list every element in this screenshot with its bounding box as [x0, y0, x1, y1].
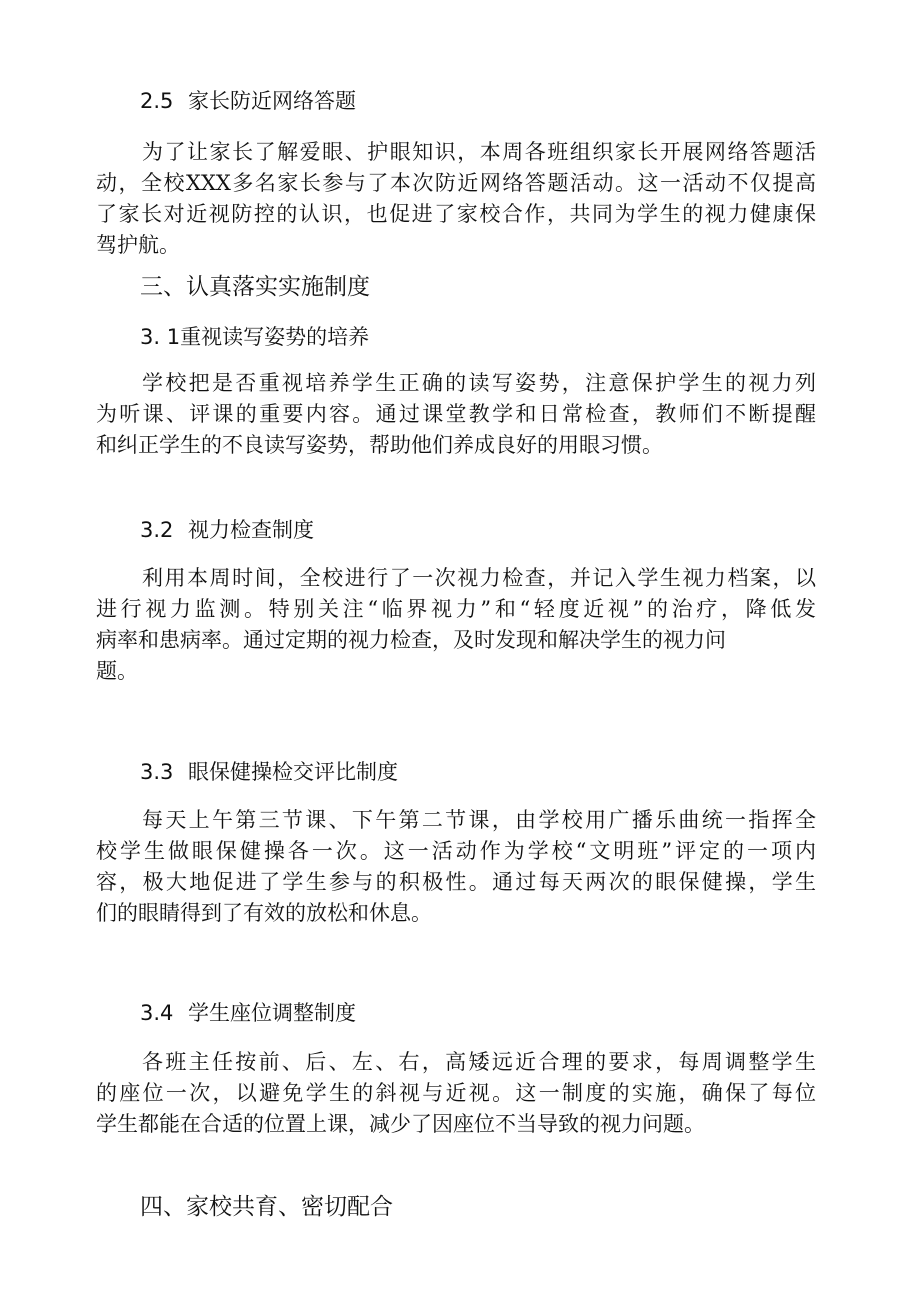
paragraph-seat-adjust	[96, 1047, 816, 1140]
subsection-heading-3-3	[140, 757, 398, 787]
subsection-number: 2.5	[140, 89, 174, 113]
section-heading-3: 三、认真落实实施制度	[140, 274, 370, 300]
subsection-heading-3-4	[140, 998, 356, 1028]
paragraph-line: 各班主任按前、后、左、右，高矮远近合理的要求，每周调整学生	[142, 1050, 816, 1074]
paragraph-line: 动，全校XXX多名家长参与了本次防近网络答题活动。这一活动不仅提高	[96, 171, 816, 195]
paragraph-line: 为了让家长了解爱眼、护眼知识，本周各班组织家长开展网络答题活	[142, 140, 816, 164]
paragraph-line: 利用本周时间，全校进行了一次视力检查，并记入学生视力档案，以	[142, 566, 816, 590]
paragraph-line: 为听课、评课的重要内容。通过课堂教学和日常检查，教师们不断提醒	[96, 402, 816, 426]
subsection-number: 3.2	[140, 518, 174, 542]
paragraph-line: 校学生做眼保健操各一次。这一活动作为学校“文明班”评定的一项内	[96, 839, 816, 863]
paragraph-line: 病率和患病率。通过定期的视力检查，及时发现和解决学生的视力问	[96, 628, 726, 652]
section-heading-4: 四、家校共育、密切配合	[140, 1194, 393, 1220]
paragraph-line: 的座位一次，以避免学生的斜视与近视。这一制度的实施，确保了每位	[96, 1081, 816, 1105]
paragraph-vision-check	[96, 563, 816, 687]
paragraph-line: 和纠正学生的不良读写姿势，帮助他们养成良好的用眼习惯。	[96, 433, 663, 457]
subsection-title: 眼保健操检交评比制度	[188, 760, 398, 784]
subsection-title: 视力检查制度	[188, 518, 314, 542]
paragraph-eye-exercise	[96, 805, 816, 929]
paragraph-line: 学生都能在合适的位置上课，减少了因座位不当导致的视力问题。	[96, 1112, 705, 1136]
subsection-title: 学生座位调整制度	[188, 1001, 356, 1025]
subsection-number: 3.4	[140, 1001, 174, 1025]
paragraph-parent-quiz	[96, 137, 816, 261]
subsection-heading-2-5	[140, 86, 356, 116]
paragraph-line: 容，极大地促进了学生参与的积极性。通过每天两次的眼保健操，学生	[96, 870, 816, 894]
paragraph-line: 驾护航。	[96, 233, 180, 257]
paragraph-line: 每天上午第三节课、下午第二节课，由学校用广播乐曲统一指挥全	[142, 808, 816, 832]
subsection-heading-3-1	[140, 322, 369, 352]
paragraph-line: 学校把是否重视培养学生正确的读写姿势，注意保护学生的视力列	[142, 371, 816, 395]
subsection-number: 3.3	[140, 760, 174, 784]
paragraph-line: 题。	[96, 659, 138, 683]
paragraph-reading-posture	[96, 368, 816, 461]
subsection-title: 家长防近网络答题	[188, 89, 356, 113]
paragraph-line: 了家长对近视防控的认识，也促进了家校合作，共同为学生的视力健康保	[96, 202, 816, 226]
subsection-number: 3. 1	[140, 325, 181, 349]
paragraph-line: 们的眼睛得到了有效的放松和休息。	[96, 901, 432, 925]
paragraph-line: 进行视力监测。特别关注“临界视力”和“轻度近视”的治疗，降低发	[96, 597, 816, 621]
subsection-heading-3-2	[140, 515, 314, 545]
subsection-title: 重视读写姿势的培养	[180, 325, 370, 349]
